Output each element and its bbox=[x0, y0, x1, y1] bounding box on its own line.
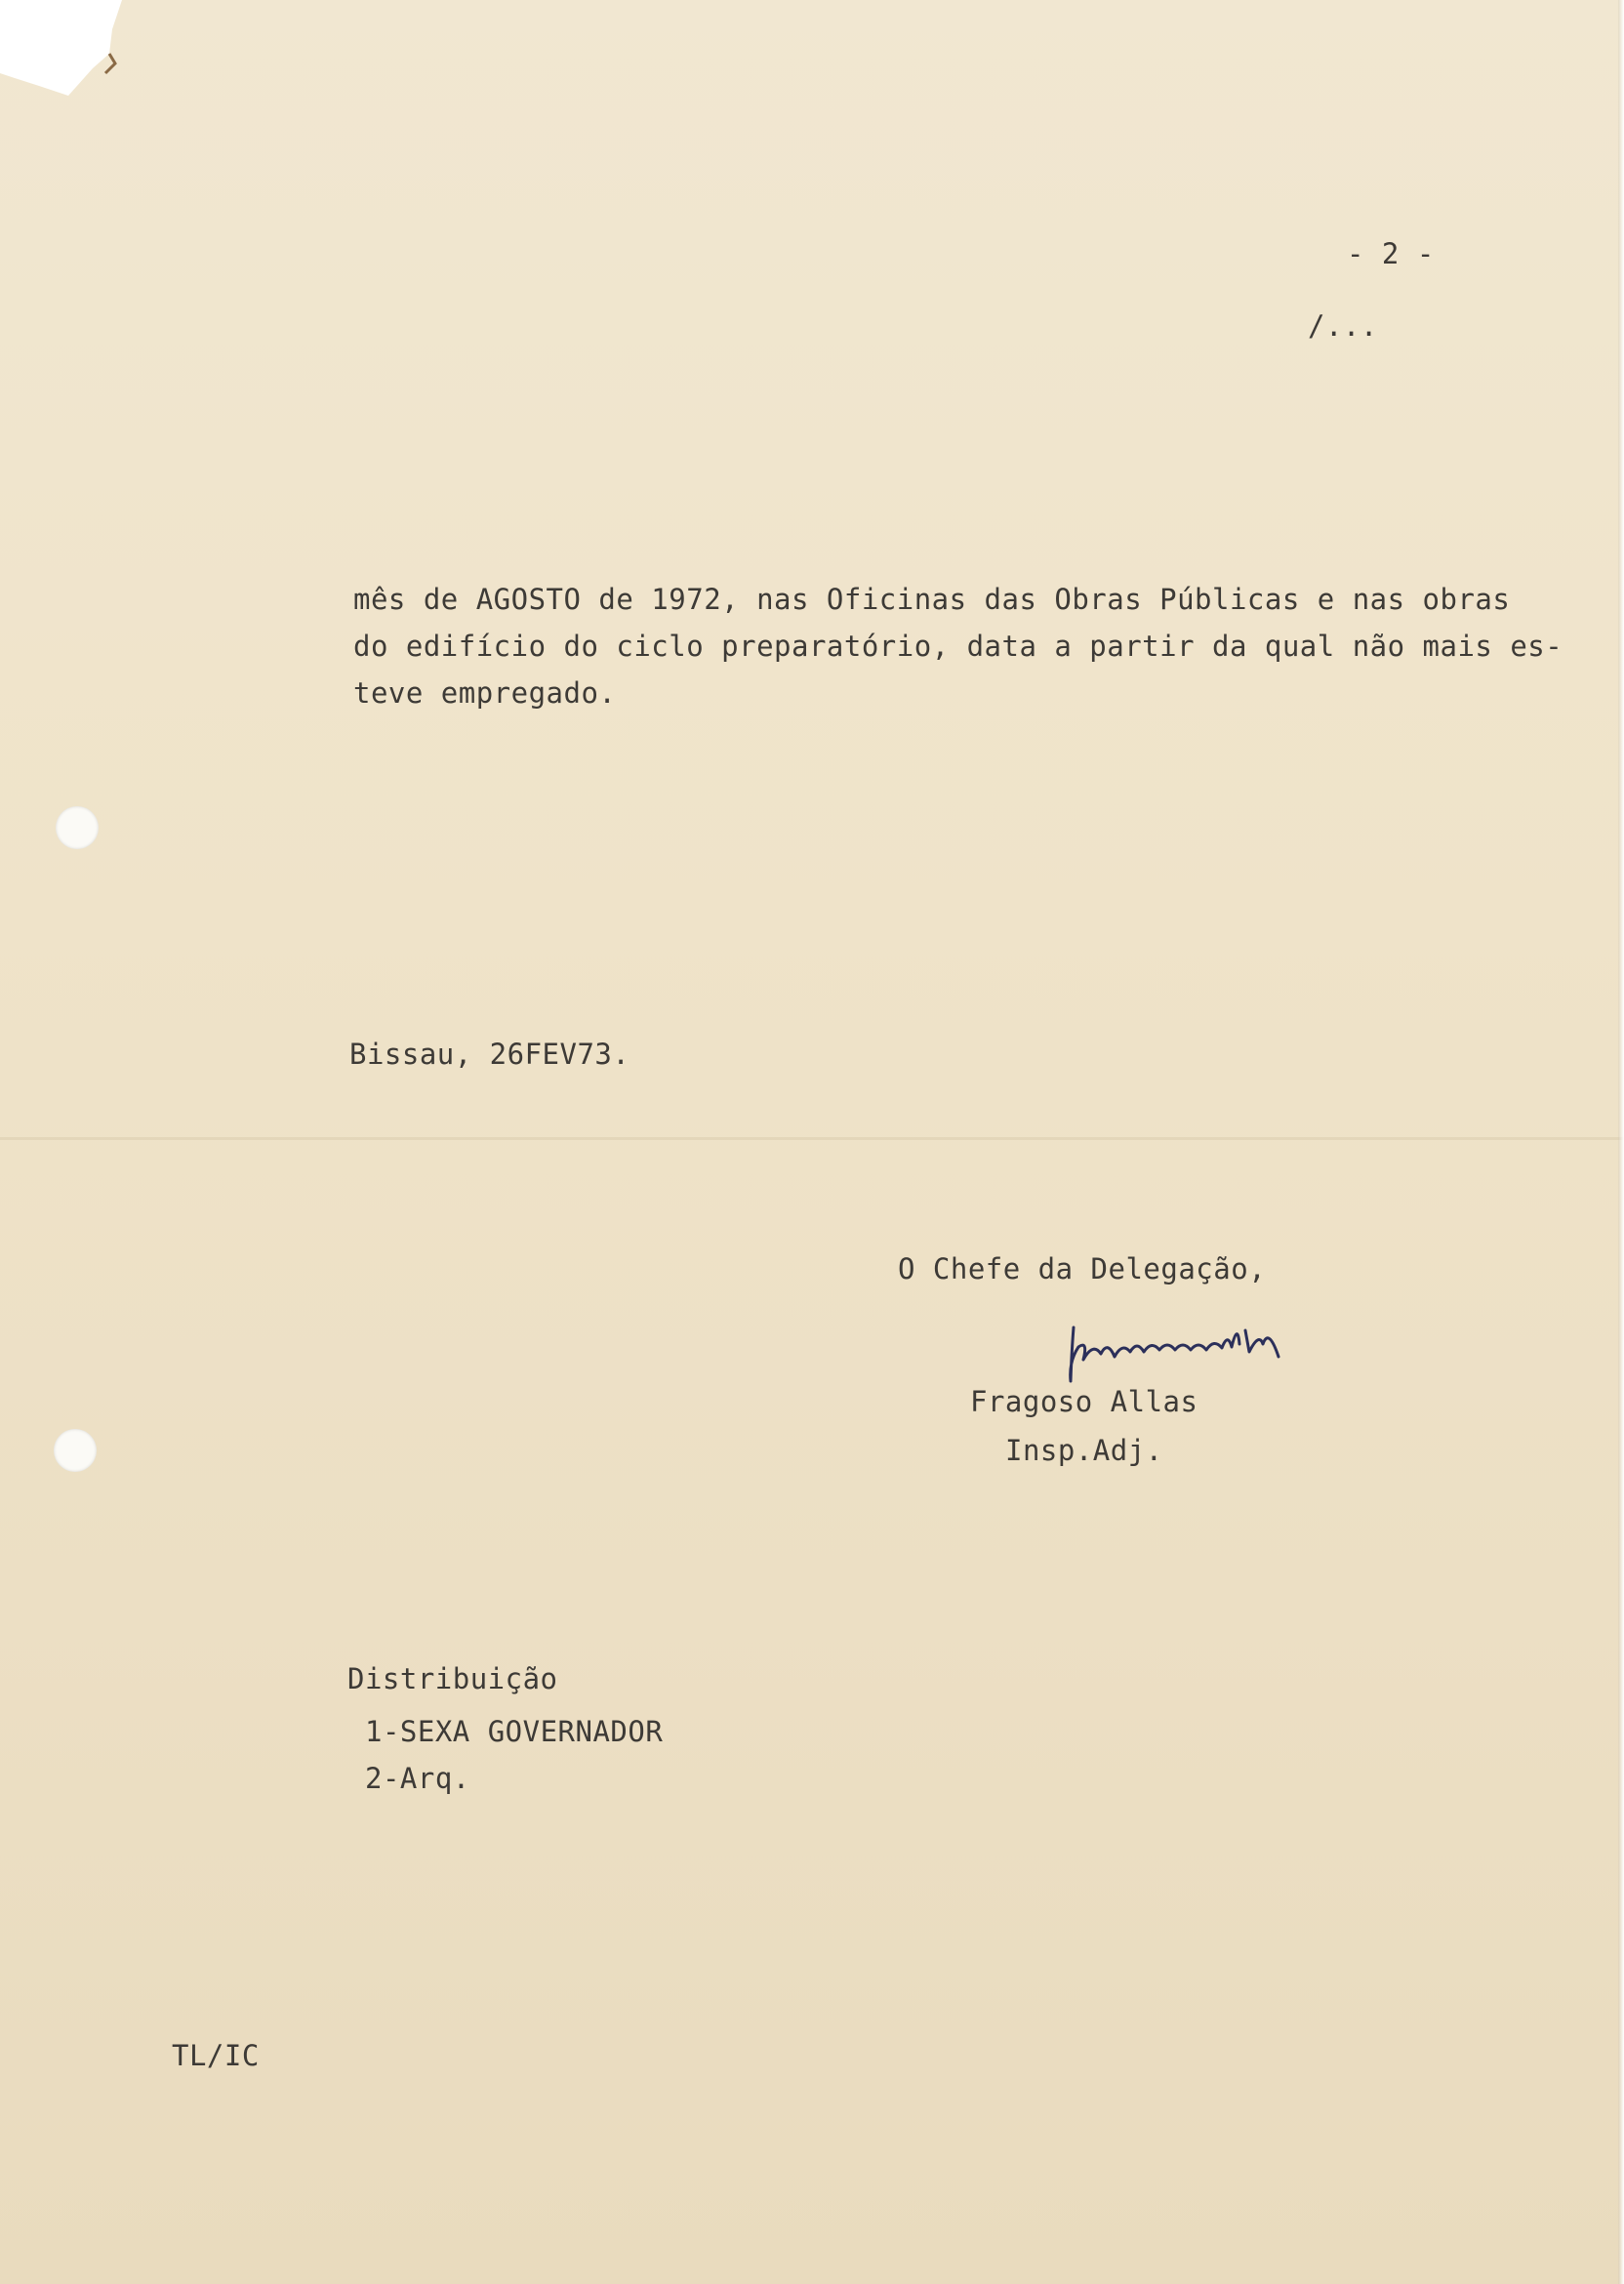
page-number: - 2 - bbox=[1347, 237, 1435, 270]
distribution-item: 1-SEXA GOVERNADOR bbox=[365, 1715, 664, 1748]
place-and-date: Bissau, 26FEV73. bbox=[349, 1038, 630, 1071]
torn-corner bbox=[0, 0, 127, 107]
signatory-name: Fragoso Allas bbox=[970, 1385, 1198, 1418]
reference-initials: TL/IC bbox=[172, 2039, 260, 2072]
distribution-list bbox=[365, 1708, 663, 1802]
paragraph-line: mês de AGOSTO de 1972, nas Oficinas das Obras Públicas e nas obras bbox=[353, 583, 1511, 616]
body-paragraph bbox=[353, 576, 1563, 716]
signatory-role: Insp.Adj. bbox=[1005, 1434, 1163, 1467]
paragraph-line: teve empregado. bbox=[353, 676, 617, 710]
continuation-mark: /... bbox=[1308, 309, 1378, 343]
punch-hole-upper bbox=[56, 806, 99, 849]
distribution-heading: Distribuição bbox=[347, 1662, 558, 1695]
paragraph-line: do edifício do ciclo preparatório, data a partir da qual não mais es- bbox=[353, 630, 1563, 663]
punch-hole-lower bbox=[54, 1429, 97, 1472]
paper-fold-line bbox=[0, 1137, 1624, 1140]
distribution-item: 2-Arq. bbox=[365, 1762, 470, 1795]
page-edge bbox=[1618, 0, 1624, 2284]
signatory-title: O Chefe da Delegação, bbox=[898, 1252, 1267, 1285]
